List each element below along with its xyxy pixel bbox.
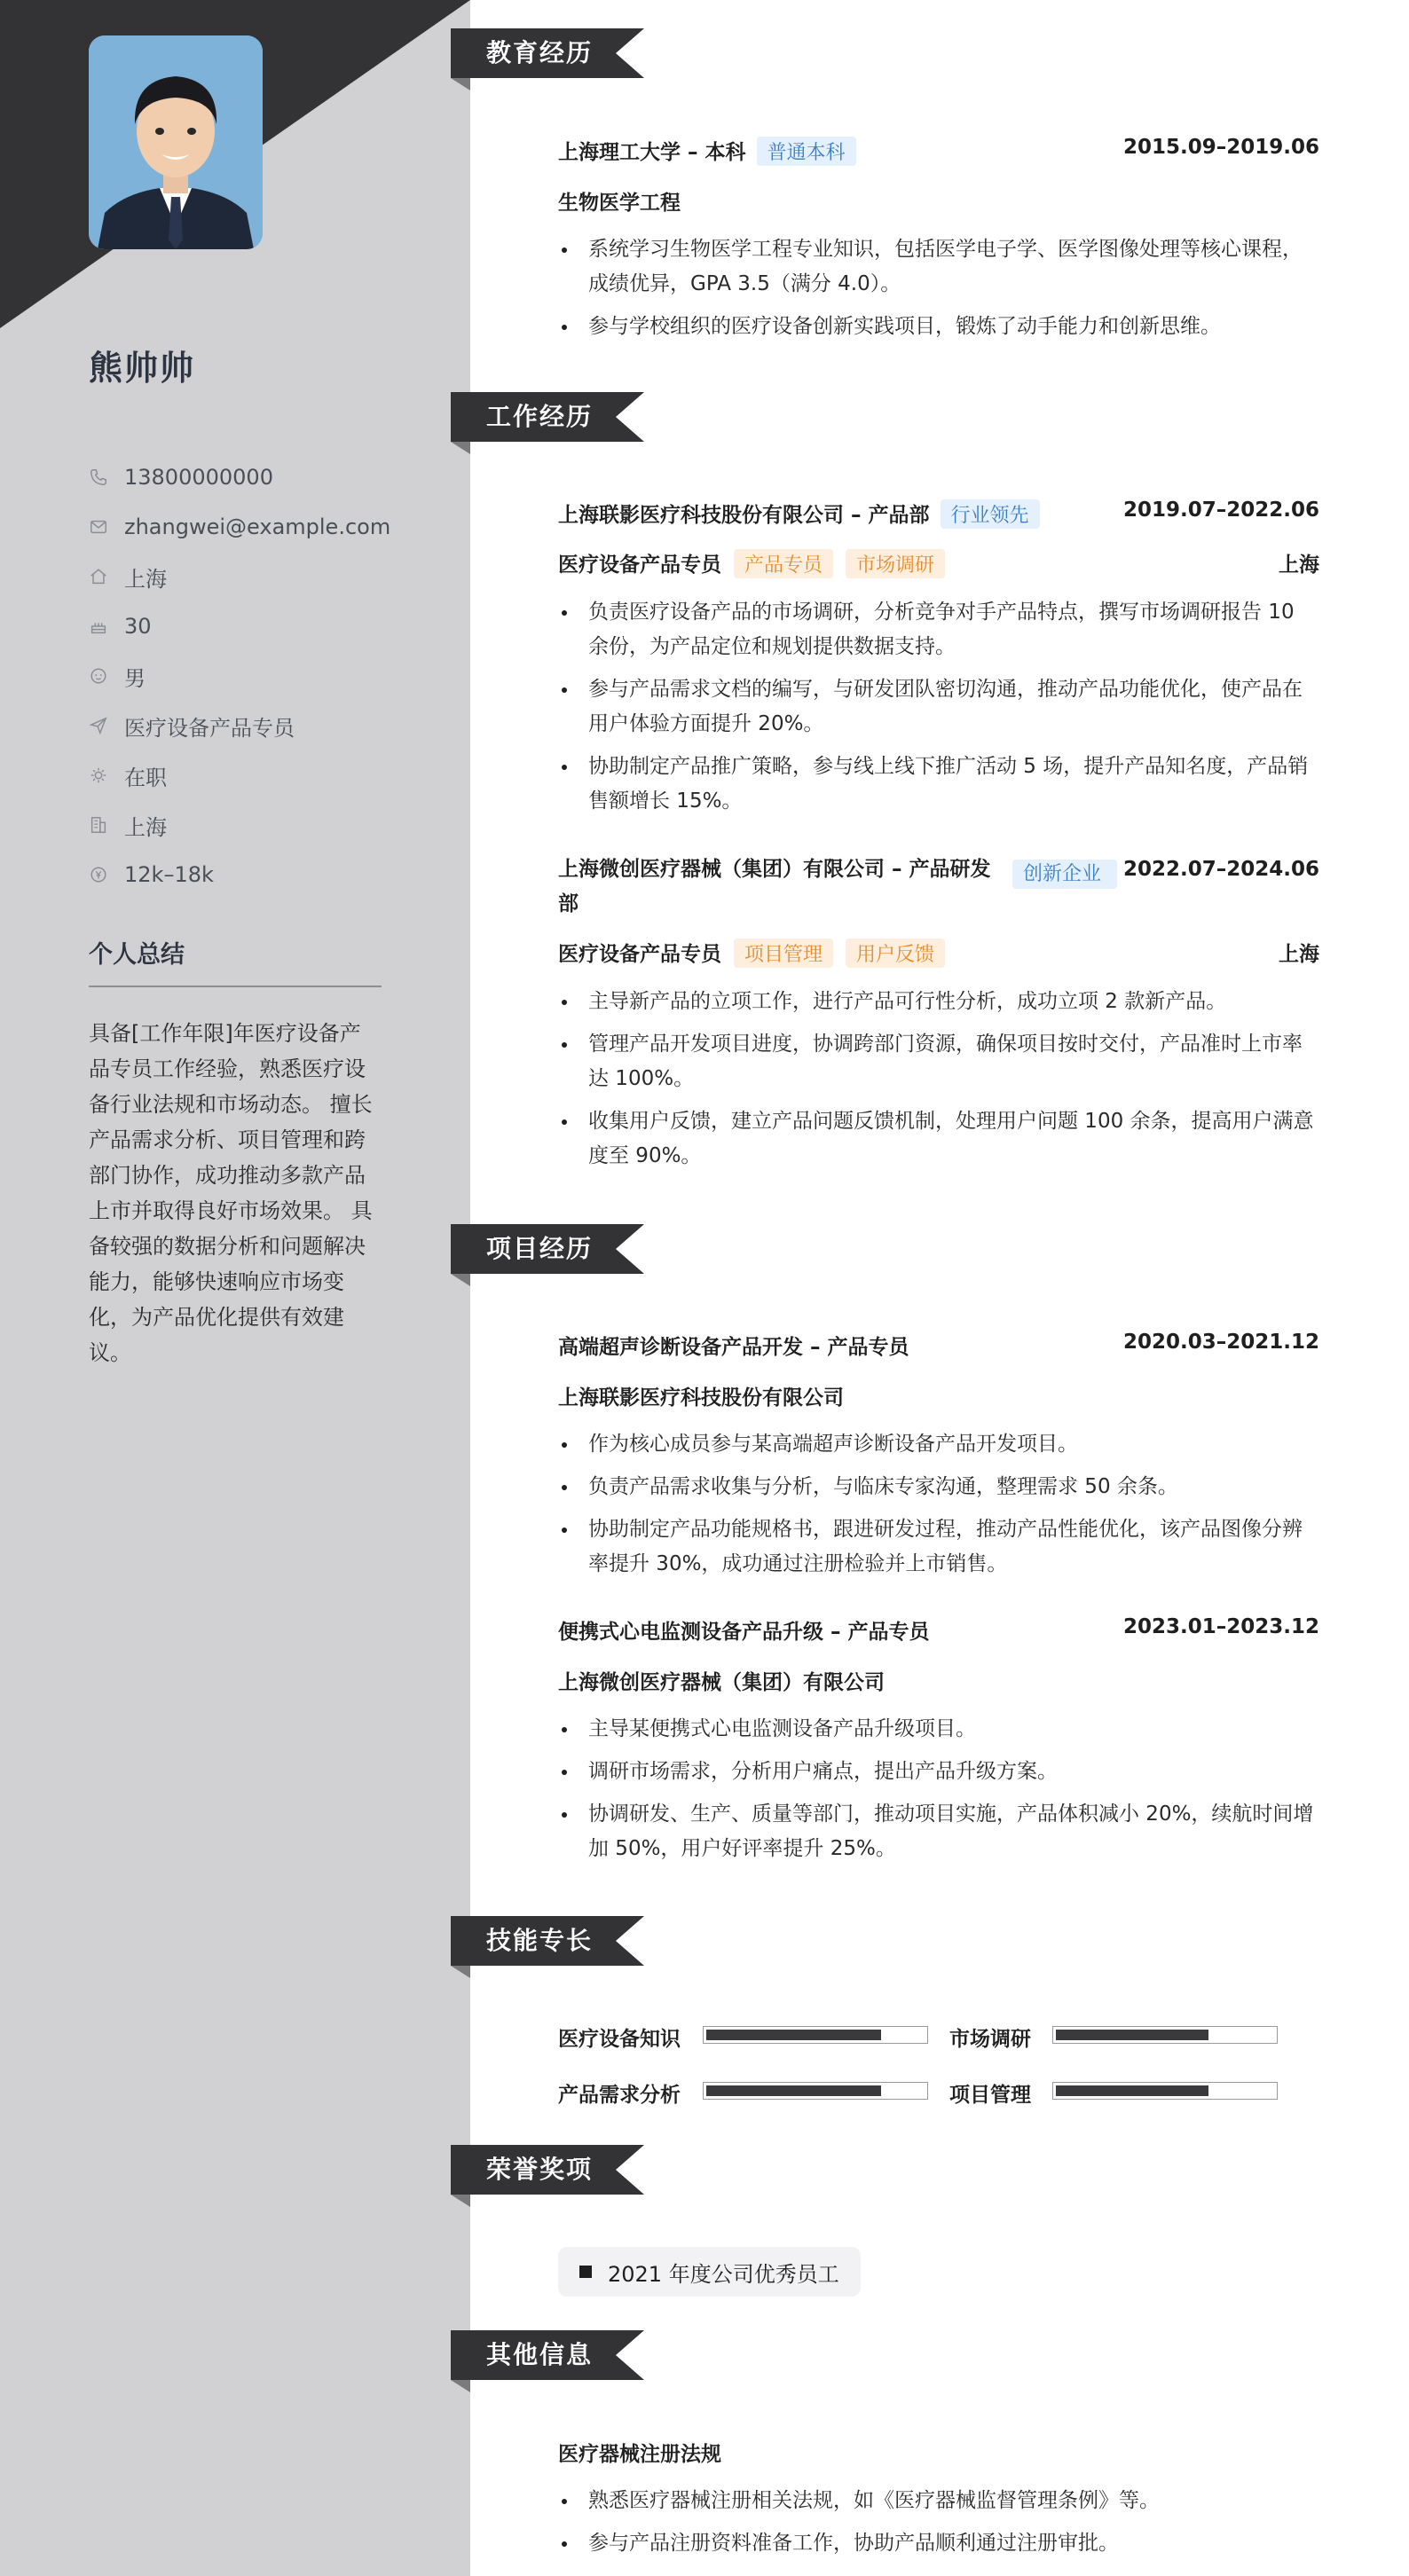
list-item: 熟悉医疗器械注册相关法规，如《医疗器械监督管理条例》等。 (558, 2484, 1319, 2518)
list-item: 作为核心成员参与某高端超声诊断设备产品开发项目。 (558, 1427, 1319, 1462)
contact-text: 在职 (124, 765, 167, 790)
work-header-row (558, 852, 1319, 922)
project-org-row (558, 1666, 1319, 1695)
project-bullets (558, 1427, 1319, 1590)
contact-text: 13800000000 (124, 465, 273, 490)
award-badge (558, 2247, 861, 2297)
contact-phone (89, 452, 382, 502)
work-bullets (558, 985, 1319, 1182)
contact-text: 12k–18k (124, 862, 214, 887)
send-icon (89, 716, 108, 735)
work-header-row (558, 499, 1319, 529)
section-title: 荣誉奖项 (486, 2155, 594, 2184)
section-header-other (451, 2330, 644, 2382)
skill-item (558, 2078, 681, 2108)
contact-gender (89, 651, 382, 701)
list-item: 系统学习生物医学工程专业知识，包括医学电子学、医学图像处理等核心课程，成绩优异，GPA 3.5（满分 4.0）。 (558, 232, 1319, 302)
role-tag: 产品专员 (734, 549, 833, 578)
skill-item (949, 2022, 1031, 2052)
project-header-row (558, 1615, 1319, 1645)
gender-icon (89, 666, 108, 686)
project-org: 上海联影医疗科技股份有限公司 (558, 1386, 844, 1410)
other-title: 医疗器械注册法规 (558, 2443, 721, 2466)
building-icon (89, 815, 108, 835)
skill-bar (703, 2026, 928, 2044)
education-date: 2015.09–2019.06 (1122, 136, 1319, 159)
skill-name: 项目管理 (949, 2084, 1031, 2107)
section-title: 技能专长 (486, 1926, 594, 1955)
project-date: 2023.01–2023.12 (1122, 1615, 1319, 1638)
school-name: 上海理工大学 – 本科 (558, 141, 746, 164)
summary-divider (89, 986, 382, 987)
mail-icon (89, 517, 108, 537)
list-item: 主导某便携式心电监测设备产品升级项目。 (558, 1712, 1319, 1747)
square-bullet-icon (579, 2266, 592, 2278)
contact-work-city (89, 800, 382, 850)
project-title: 高端超声诊断设备产品开发 – 产品专员 (558, 1336, 909, 1359)
contact-text: 30 (124, 614, 152, 639)
avatar (89, 35, 263, 249)
education-major-row (558, 186, 1319, 216)
contact-city (89, 552, 382, 601)
candidate-name: 熊帅帅 (89, 349, 196, 388)
skill-name: 市场调研 (949, 2028, 1031, 2051)
company-tag: 创新企业 (1012, 860, 1117, 889)
company-tag: 行业领先 (941, 499, 1040, 529)
sidebar (0, 0, 470, 2576)
education-bullets (558, 232, 1319, 352)
list-item: 协助制定产品推广策略，参与线上线下推广活动 5 场，提升产品知名度，产品销售额增长 15%。 (558, 750, 1319, 819)
work-city: 上海 (1279, 554, 1319, 577)
section-header-work (451, 392, 644, 444)
list-item: 主导新产品的立项工作，进行产品可行性分析，成功立项 2 款新产品。 (558, 985, 1319, 1019)
section-header-skills (451, 1916, 644, 1967)
work-bullets (558, 595, 1319, 827)
section-header-awards (451, 2145, 644, 2196)
contact-age (89, 601, 382, 651)
skill-fill (706, 2030, 881, 2040)
skill-fill (706, 2085, 881, 2096)
role-tag: 项目管理 (734, 939, 833, 968)
section-title: 其他信息 (486, 2340, 594, 2369)
section-title: 教育经历 (486, 38, 594, 67)
work-role-row (558, 548, 1319, 578)
role-tag: 用户反馈 (846, 939, 945, 968)
work-date: 2022.07–2024.06 (1122, 858, 1319, 881)
award-text: 2021 年度公司优秀员工 (608, 2261, 839, 2287)
contact-text: 上海 (124, 566, 167, 592)
contact-position (89, 701, 382, 750)
summary-text: 具备[工作年限]年医疗设备产品专员工作经验，熟悉医疗设备行业法规和市场动态。 擅长产品需求分析、项目管理和跨部门协作，成功推动多款产品上市并取得良好市场效果。 具备较强的数据分析和问题解决能力，能够快速响应市场变化，为产品优化提供有效建议。 (89, 1021, 373, 1365)
project-bullets (558, 1712, 1319, 1874)
list-item: 参与产品需求文档的编写，与研发团队密切沟通，推动产品功能优化，使产品在用户体验方面提升 20%。 (558, 672, 1319, 742)
contact-status (89, 750, 382, 800)
home-icon (89, 567, 108, 586)
project-org: 上海微创医疗器械（集团）有限公司 (558, 1671, 885, 1694)
major: 生物医学工程 (558, 192, 681, 215)
skill-name: 产品需求分析 (558, 2084, 681, 2107)
work-role-row (558, 938, 1319, 968)
skill-bar (1052, 2026, 1278, 2044)
section-header-projects (451, 1224, 644, 1276)
project-title: 便携式心电监测设备产品升级 – 产品专员 (558, 1621, 930, 1644)
contact-text: zhangwei@example.com (124, 514, 391, 539)
contact-text: 上海 (124, 814, 167, 840)
company-name: 上海微创医疗器械（集团）有限公司 – 产品研发部 (558, 858, 991, 915)
list-item: 负责产品需求收集与分析，与临床专家沟通，整理需求 50 余条。 (558, 1470, 1319, 1504)
project-date: 2020.03–2021.12 (1122, 1331, 1319, 1354)
list-item: 收集用户反馈，建立产品问题反馈机制，处理用户问题 100 余条，提高用户满意度至 90%。 (558, 1104, 1319, 1174)
role: 医疗设备产品专员 (558, 554, 721, 577)
contact-email (89, 502, 391, 552)
list-item: 协助制定产品功能规格书，跟进研发过程，推动产品性能优化，该产品图像分辨率提升 30%，成功通过注册检验并上市销售。 (558, 1512, 1319, 1582)
list-item: 参与学校组织的医疗设备创新实践项目，锻炼了动手能力和创新思维。 (558, 310, 1319, 344)
list-item: 管理产品开发项目进度，协调跨部门资源，确保项目按时交付，产品准时上市率达 100%。 (558, 1027, 1319, 1096)
contact-text: 男 (124, 665, 146, 691)
phone-icon (89, 467, 108, 487)
project-header-row (558, 1331, 1319, 1360)
skill-item (558, 2022, 681, 2052)
role: 医疗设备产品专员 (558, 943, 721, 966)
skill-name: 医疗设备知识 (558, 2028, 681, 2051)
company-name: 上海联影医疗科技股份有限公司 – 产品部 (558, 504, 930, 527)
other-bullets (558, 2484, 1319, 2569)
work-date: 2019.07–2022.06 (1122, 499, 1319, 522)
role-tag: 市场调研 (846, 549, 945, 578)
list-item: 参与产品注册资料准备工作，协助产品顺利通过注册审批。 (558, 2526, 1319, 2561)
list-item: 调研市场需求，分析用户痛点，提出产品升级方案。 (558, 1755, 1319, 1789)
salary-icon (89, 865, 108, 884)
skill-fill (1056, 2030, 1208, 2040)
summary-title: 个人总结 (89, 941, 185, 969)
school-tag: 普通本科 (757, 137, 856, 166)
contact-text: 医疗设备产品专员 (124, 715, 295, 741)
education-header-row (558, 136, 1319, 166)
project-org-row (558, 1381, 1319, 1410)
skill-fill (1056, 2085, 1208, 2096)
skill-bar (1052, 2082, 1278, 2100)
list-item: 协调研发、生产、质量等部门，推动项目实施，产品体积减小 20%，续航时间增加 50%，用户好评率提升 25%。 (558, 1797, 1319, 1866)
skill-item (949, 2078, 1031, 2108)
status-icon (89, 766, 108, 785)
work-city: 上海 (1279, 943, 1319, 966)
list-item: 负责医疗设备产品的市场调研，分析竞争对手产品特点，撰写市场调研报告 10 余份，为产品定位和规划提供数据支持。 (558, 595, 1319, 664)
contact-salary (89, 850, 382, 899)
other-title-row (558, 2438, 1319, 2467)
skill-bar (703, 2082, 928, 2100)
section-title: 项目经历 (486, 1234, 594, 1263)
section-title: 工作经历 (486, 402, 594, 431)
section-header-education (451, 28, 644, 80)
contact-list (89, 452, 391, 899)
cake-icon (89, 617, 108, 636)
